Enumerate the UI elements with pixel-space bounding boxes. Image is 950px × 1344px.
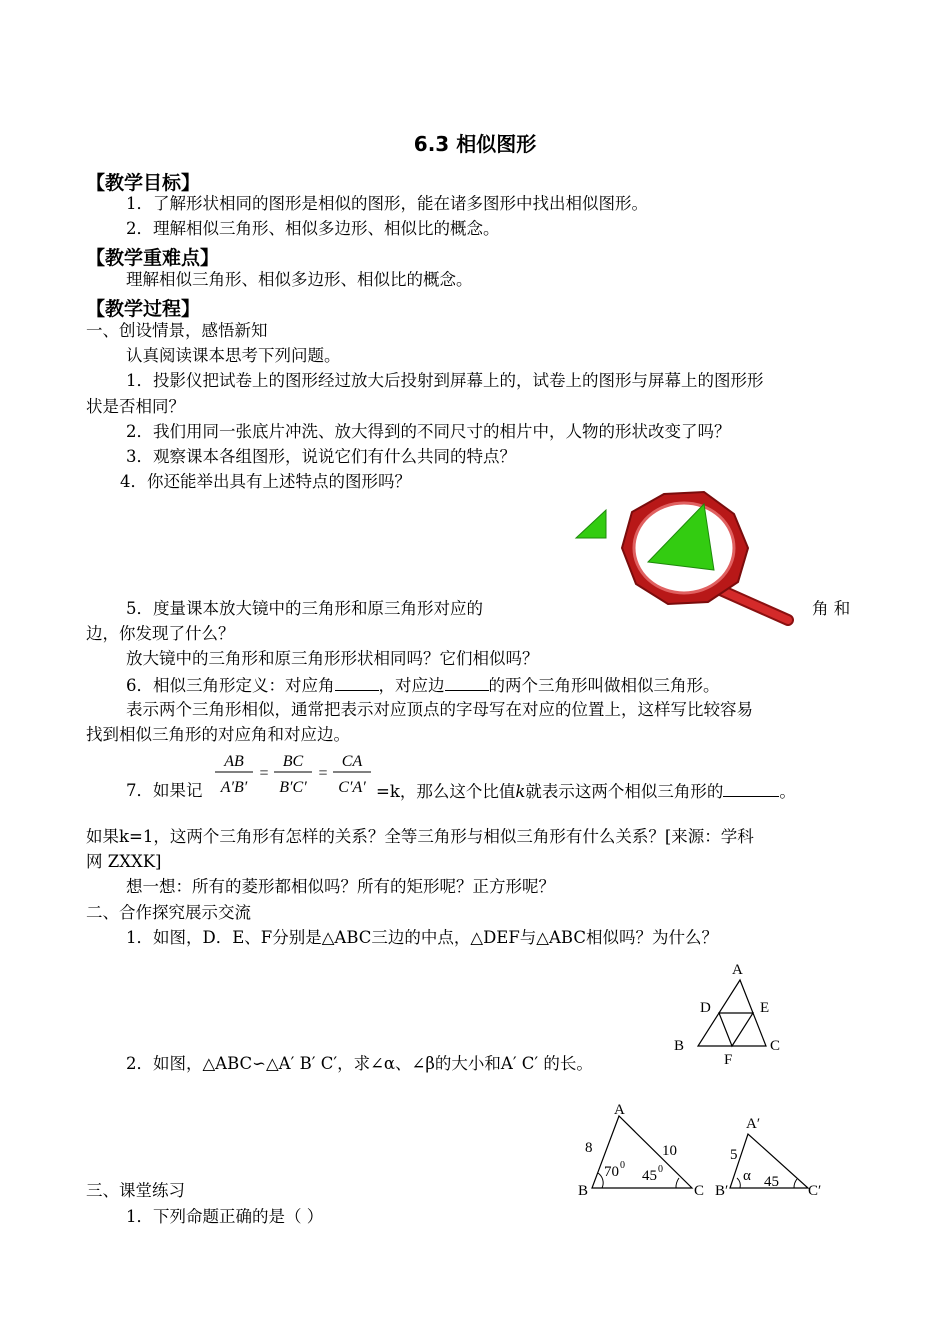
question-4: 4．你还能举出具有上述特点的图形吗？	[120, 472, 411, 491]
exercise-2: 2．如图，△ABC∽△A′ B′ C′，求∠α、∠β的大小和A′ C′ 的长。	[126, 1054, 593, 1073]
question-2: 2．我们用同一张底片冲洗、放大得到的不同尺寸的相片中，人物的形状改变了吗？	[126, 422, 731, 441]
question-1-line1: 1．投影仪把试卷上的图形经过放大后投射到屏幕上的，试卷上的图形与屏幕上的图形形	[126, 371, 764, 390]
question-6-part3: 的两个三角形叫做相似三角形。	[488, 676, 720, 695]
section-heading-process: 【教学过程】	[86, 298, 201, 320]
blank-corresponding-sides	[445, 674, 489, 691]
key-point: 理解相似三角形、相似多边形、相似比的概念。	[126, 270, 473, 289]
part1-heading: 一、创设情景，感悟新知	[86, 321, 268, 340]
fraction-1-numerator: AB	[224, 753, 244, 770]
angle-alpha: α	[743, 1168, 751, 1184]
section-heading-objectives: 【教学目标】	[86, 172, 201, 194]
label-A-prime: A′	[746, 1116, 761, 1132]
label-D: D	[700, 1000, 711, 1016]
label-A: A	[732, 962, 743, 978]
fraction-2-numerator: BC	[282, 753, 304, 770]
side-AB-length: 8	[585, 1140, 593, 1156]
question-3: 3．观察课本各组图形，说说它们有什么共同的特点？	[126, 447, 516, 466]
angle-C-prime-value: 45	[764, 1174, 779, 1190]
label-B-prime: B′	[715, 1183, 729, 1199]
question-1-line2: 状是否相同？	[86, 397, 185, 416]
fraction-3-numerator: CA	[341, 753, 363, 770]
question-6-note-line1: 表示两个三角形相似，通常把表示对应顶点的字母写在对应的位置上，这样写比较容易	[126, 700, 753, 719]
question-5-line3: 放大镜中的三角形和原三角形形状相同吗？它们相似吗？	[126, 649, 539, 668]
question-7-mid: =k，那么这个比值	[376, 782, 516, 801]
equals-2: =	[318, 765, 328, 782]
equals-1: =	[259, 765, 269, 782]
triangle-a1b1c1-figure	[712, 1112, 830, 1204]
label-B: B	[578, 1183, 589, 1199]
label-E: E	[760, 1000, 770, 1016]
objective-1: 1．了解形状相同的图形是相似的图形，能在诸多图形中找出相似图形。	[126, 194, 648, 213]
question-6	[126, 674, 720, 697]
angle-B-value: 70	[604, 1164, 619, 1180]
objective-2: 2．理解相似三角形、相似多边形、相似比的概念。	[126, 219, 500, 238]
exercise-1: 1．如图，D．E、F分别是△ABC三边的中点，△DEF与△ABC相似吗？为什么？	[126, 928, 718, 947]
page-title: 6.3 相似图形	[413, 132, 537, 156]
question-7-end: 。	[779, 782, 796, 801]
angle-B-degree: 0	[620, 1160, 625, 1171]
question-7-followup-line1: 如果k=1，这两个三角形有怎样的关系？全等三角形与相似三角形有什么关系？[来源：学科	[86, 827, 754, 846]
part3-heading: 三、课堂练习	[86, 1181, 185, 1200]
question-5-line1: 5．度量课本放大镜中的三角形和原三角形对应的	[126, 599, 483, 618]
label-A: A	[614, 1102, 625, 1118]
label-C-prime: C′	[808, 1183, 822, 1199]
practice-1: 1．下列命题正确的是（ ）	[126, 1207, 324, 1226]
small-triangle	[576, 510, 606, 538]
question-5-line2: 边，你发现了什么？	[86, 624, 235, 643]
question-7-k: k	[515, 782, 526, 801]
side-AB-prime-length: 5	[730, 1147, 738, 1163]
blank-similarity-ratio	[723, 780, 779, 797]
angle-C-degree: 0	[658, 1164, 663, 1175]
question-7-prefix: 7．如果记	[126, 781, 203, 800]
question-5-line1-tail: 角 和	[812, 599, 851, 618]
section-heading-key-points: 【教学重难点】	[86, 247, 220, 269]
label-B: B	[674, 1038, 685, 1054]
fraction-1-denominator: A′B′	[220, 779, 248, 796]
part1-intro: 认真阅读课本思考下列问题。	[126, 346, 341, 365]
question-6-part2: ，对应边	[378, 676, 445, 695]
blank-corresponding-angles	[335, 674, 379, 691]
fraction-3-denominator: C′A′	[338, 779, 366, 796]
fraction-2-denominator: B′C′	[279, 779, 307, 796]
question-6-note-line2: 找到相似三角形的对应角和对应边。	[86, 725, 350, 744]
question-7-tail: 就表示这两个相似三角形的	[525, 782, 724, 801]
angle-C-value: 45	[642, 1168, 657, 1184]
question-7-followup-line2: 网 ZXXK]	[86, 852, 162, 871]
magnifier-illustration	[552, 486, 802, 626]
question-6-part1: 6．相似三角形定义：对应角	[126, 676, 335, 695]
question-7-suffix	[376, 780, 796, 803]
label-F: F	[724, 1052, 733, 1068]
label-C: C	[770, 1038, 781, 1054]
part2-heading: 二、合作探究展示交流	[86, 903, 251, 922]
side-AC-length: 10	[662, 1143, 677, 1159]
label-C: C	[694, 1183, 705, 1199]
midpoint-triangle-figure	[670, 958, 790, 1070]
ratio-fractions	[210, 748, 375, 800]
triangle-abc-figure	[574, 1098, 714, 1204]
think-prompt: 想一想：所有的菱形都相似吗？所有的矩形呢？正方形呢？	[126, 877, 555, 896]
